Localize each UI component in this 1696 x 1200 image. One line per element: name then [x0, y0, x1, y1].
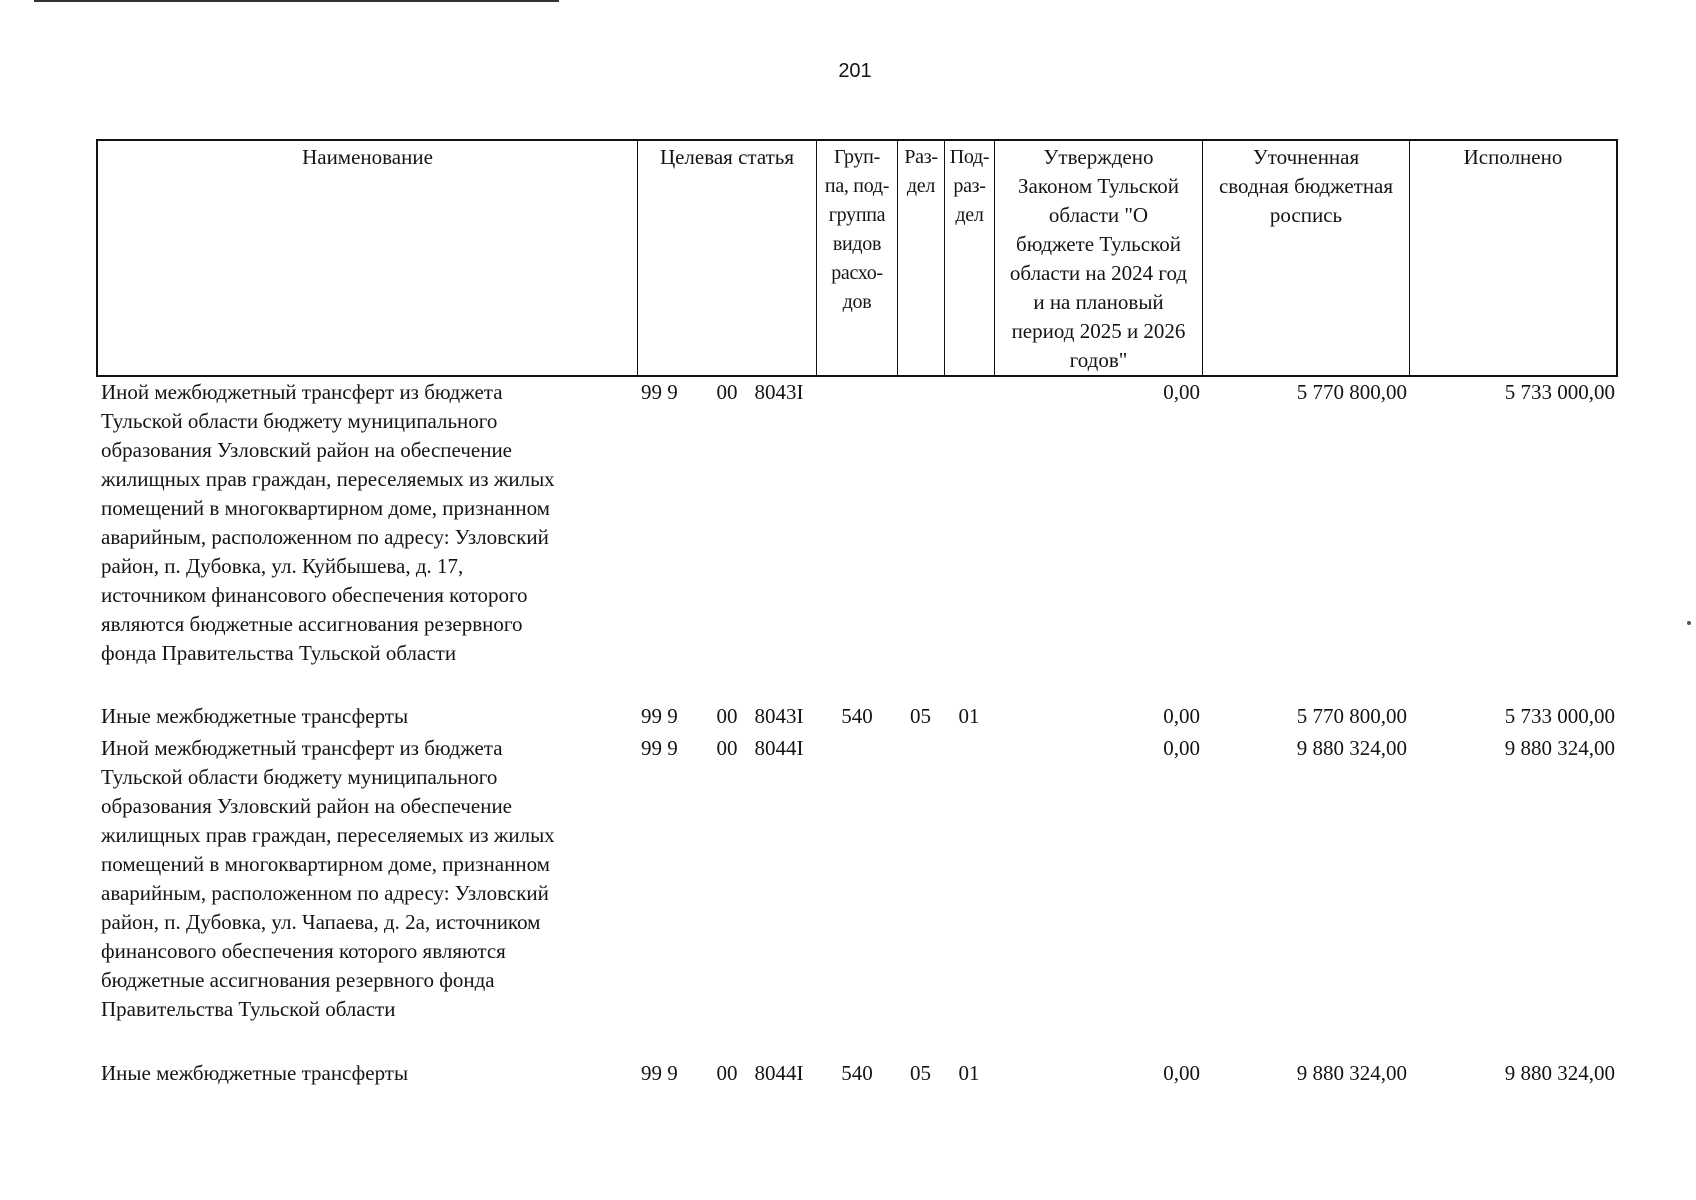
expense-group: 540 [841, 704, 873, 728]
approved-amount: 0,00 [1163, 736, 1200, 760]
approved-amount: 0,00 [1163, 380, 1200, 404]
expense-group: 540 [841, 1061, 873, 1085]
header-section: Раз- дел [897, 141, 944, 375]
target-article-subprogram: 00 [716, 704, 738, 728]
executed-amount: 9 880 324,00 [1504, 736, 1615, 760]
header-approved: Утверждено Законом Тульской области "О бюджете Тульской области на 2024 год и на плановый период 2025 и 2026 годов" [994, 141, 1202, 375]
target-article-program: 99 9 [641, 736, 678, 760]
row-name: Иной межбюджетный трансферт из бюджета Тульской области бюджету муниципального образования Узловский район на обеспечение жилищных прав граждан, переселяемых из жилых помещений в многоквартирном доме, признанном аварийным, расположенном по адресу: Узловский район, п. Дубовка, ул. Куйбышева, д. 17, источником финансового обеспечения которого являются бюджетные ассигнования резервного фонда Правительства Тульской области [101, 380, 555, 665]
header-executed: Исполнено [1409, 141, 1616, 375]
refined-amount: 5 770 800,00 [1296, 380, 1407, 404]
refined-amount: 5 770 800,00 [1296, 704, 1407, 728]
executed-amount: 5 733 000,00 [1504, 380, 1615, 404]
executed-amount: 5 733 000,00 [1504, 704, 1615, 728]
approved-amount: 0,00 [1163, 1061, 1200, 1085]
row-name: Иной межбюджетный трансферт из бюджета Тульской области бюджету муниципального образования Узловский район на обеспечение жилищных прав граждан, переселяемых из жилых помещений в многоквартирном доме, признанном аварийным, расположенном по адресу: Узловский район, п. Дубовка, ул. Чапаева, д. 2а, источником финансового обеспечения которого являются бюджетные ассигнования резервного фонда Правительства Тульской области [101, 736, 555, 1021]
target-article-subprogram: 00 [716, 380, 738, 404]
target-article-code: 8044I [754, 736, 804, 760]
approved-amount: 0,00 [1163, 704, 1200, 728]
scan-speck [1687, 621, 1691, 625]
target-article-program: 99 9 [641, 1061, 678, 1085]
row-name: Иные межбюджетные трансферты [101, 704, 409, 728]
page-number: 201 [838, 60, 872, 82]
refined-amount: 9 880 324,00 [1296, 736, 1407, 760]
header-refined: Уточненная сводная бюджетная роспись [1202, 141, 1409, 375]
header-subsection: Под- раз- дел [944, 141, 994, 375]
target-article-code: 8043I [754, 704, 804, 728]
target-article-program: 99 9 [641, 704, 678, 728]
target-article-subprogram: 00 [716, 736, 738, 760]
header-name: Наименование [302, 145, 433, 169]
section: 05 [910, 1061, 931, 1085]
table-header [96, 139, 1618, 377]
target-article-subprogram: 00 [716, 1061, 738, 1085]
top-edge-rule [34, 0, 559, 2]
executed-amount: 9 880 324,00 [1504, 1061, 1615, 1085]
header-expense-group: Груп- па, под- группа видов расхо- дов [816, 141, 897, 375]
header-target-article: Целевая статья [637, 141, 816, 375]
target-article-program: 99 9 [641, 380, 678, 404]
refined-amount: 9 880 324,00 [1296, 1061, 1407, 1085]
target-article-code: 8044I [754, 1061, 804, 1085]
target-article-code: 8043I [754, 380, 804, 404]
subsection: 01 [958, 1061, 980, 1085]
section: 05 [910, 704, 931, 728]
subsection: 01 [958, 704, 980, 728]
row-name: Иные межбюджетные трансферты [101, 1061, 409, 1085]
